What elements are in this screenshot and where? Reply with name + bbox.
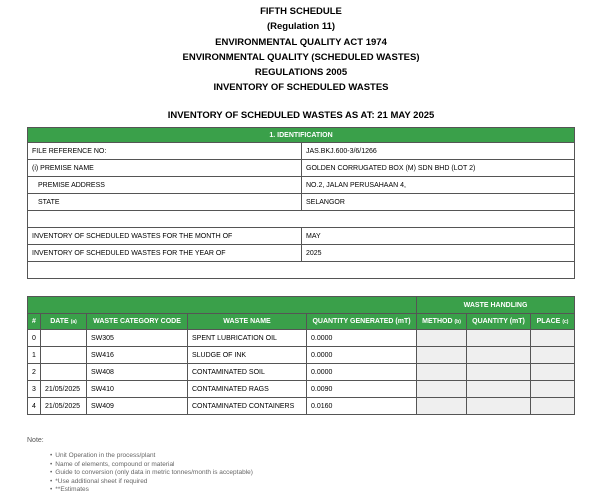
table-row <box>28 245 575 262</box>
regulation-year: REGULATIONS 2005 <box>254 67 348 78</box>
notes-list <box>50 452 253 495</box>
col-method <box>417 314 467 330</box>
row-code: SW408 <box>87 364 188 381</box>
row-place <box>531 347 575 364</box>
row-name: CONTAMINATED SOIL <box>188 364 307 381</box>
row-qty: 0.0090 <box>307 381 417 398</box>
row-method <box>417 364 467 381</box>
schedule-title: FIFTH SCHEDULE <box>260 6 342 17</box>
inventory-month-value: MAY <box>302 228 575 245</box>
row-method <box>417 330 467 347</box>
inventory-month-label: INVENTORY OF SCHEDULED WASTES FOR THE MONTH OF <box>28 228 302 245</box>
row-qty: 0.0000 <box>307 330 417 347</box>
row-name: CONTAMINATED RAGS <box>188 381 307 398</box>
row-qty: 0.0000 <box>307 347 417 364</box>
inventory-date-title: INVENTORY OF SCHEDULED WASTES AS AT: 21 MAY 2025 <box>167 110 435 121</box>
waste-header-blank <box>28 297 417 314</box>
inventory-year-value: 2025 <box>302 245 575 262</box>
regulation-title: ENVIRONMENTAL QUALITY (SCHEDULED WASTES) <box>182 52 420 63</box>
note-item: • *Use additional sheet if required <box>50 478 253 487</box>
inventory-year-label: INVENTORY OF SCHEDULED WASTES FOR THE YEAR OF <box>28 245 302 262</box>
row-date <box>41 347 87 364</box>
row-qty: 0.0160 <box>307 398 417 415</box>
state-value: SELANGOR <box>302 194 575 211</box>
inventory-heading: INVENTORY OF SCHEDULED WASTES <box>213 82 389 93</box>
col-place-sub: (c) <box>562 319 569 325</box>
note-item: • Unit Operation in the process/plant <box>50 452 253 461</box>
row-qty-handled <box>467 330 531 347</box>
col-method-label: METHOD <box>422 318 453 325</box>
premise-address-label: PREMISE ADDRESS <box>28 177 302 194</box>
identification-table <box>27 127 575 279</box>
note-item: • Guide to conversion (only data in metric tonnes/month is acceptable) <box>50 469 253 478</box>
row-name: CONTAMINATED CONTAINERS <box>188 398 307 415</box>
table-row <box>28 364 575 381</box>
row-place <box>531 398 575 415</box>
waste-handling-header: WASTE HANDLING <box>417 297 575 314</box>
table-row <box>28 177 575 194</box>
col-code: WASTE CATEGORY CODE <box>87 314 188 330</box>
row-method <box>417 381 467 398</box>
row-num: 1 <box>28 347 41 364</box>
premise-name-value: GOLDEN CORRUGATED BOX (M) SDN BHD (LOT 2) <box>302 160 575 177</box>
regulation-ref: (Regulation 11) <box>266 21 336 32</box>
table-row <box>28 398 575 415</box>
row-num: 0 <box>28 330 41 347</box>
row-date: 21/05/2025 <box>41 398 87 415</box>
row-code: SW416 <box>87 347 188 364</box>
col-qty: QUANTITY GENERATED (mT) <box>307 314 417 330</box>
col-date-sub: (a) <box>70 319 77 325</box>
row-method <box>417 347 467 364</box>
row-num: 2 <box>28 364 41 381</box>
row-qty-handled <box>467 398 531 415</box>
row-method <box>417 398 467 415</box>
row-qty-handled <box>467 364 531 381</box>
col-qty-handled: QUANTITY (mT) <box>467 314 531 330</box>
col-place <box>531 314 575 330</box>
row-code: SW409 <box>87 398 188 415</box>
row-num: 3 <box>28 381 41 398</box>
table-row <box>28 143 575 160</box>
row-place <box>531 330 575 347</box>
identification-section-title: 1. IDENTIFICATION <box>28 128 575 143</box>
row-date <box>41 330 87 347</box>
row-name: SPENT LUBRICATION OIL <box>188 330 307 347</box>
act-title: ENVIRONMENTAL QUALITY ACT 1974 <box>215 37 387 48</box>
waste-table <box>27 296 575 415</box>
row-code: SW305 <box>87 330 188 347</box>
col-num: # <box>28 314 41 330</box>
table-row <box>28 194 575 211</box>
col-place-label: PLACE <box>536 318 561 325</box>
col-date-label: DATE <box>50 318 69 325</box>
row-place <box>531 381 575 398</box>
premise-name-label: (i) PREMISE NAME <box>28 160 302 177</box>
row-name: SLUDGE OF INK <box>188 347 307 364</box>
state-label: STATE <box>28 194 302 211</box>
table-row <box>28 160 575 177</box>
row-qty-handled <box>467 381 531 398</box>
table-row <box>28 330 575 347</box>
note-item: • Name of elements, compound or material <box>50 461 253 470</box>
row-num: 4 <box>28 398 41 415</box>
row-place <box>531 364 575 381</box>
note-item: • **Estimates <box>50 486 253 495</box>
file-reference-label: FILE REFERENCE NO: <box>28 143 302 160</box>
table-row <box>28 381 575 398</box>
table-row <box>28 228 575 245</box>
col-method-sub: (b) <box>454 319 461 325</box>
row-qty-handled <box>467 347 531 364</box>
col-name: WASTE NAME <box>188 314 307 330</box>
file-reference-value: JAS.BKJ.600-3/6/1266 <box>302 143 575 160</box>
row-code: SW410 <box>87 381 188 398</box>
row-date: 21/05/2025 <box>41 381 87 398</box>
spacer-row <box>28 262 575 279</box>
premise-address-value: NO.2, JALAN PERUSAHAAN 4, <box>302 177 575 194</box>
spacer-row <box>28 211 575 228</box>
row-qty: 0.0000 <box>307 364 417 381</box>
note-title: Note: <box>27 437 44 444</box>
table-row <box>28 347 575 364</box>
row-date <box>41 364 87 381</box>
col-date <box>41 314 87 330</box>
